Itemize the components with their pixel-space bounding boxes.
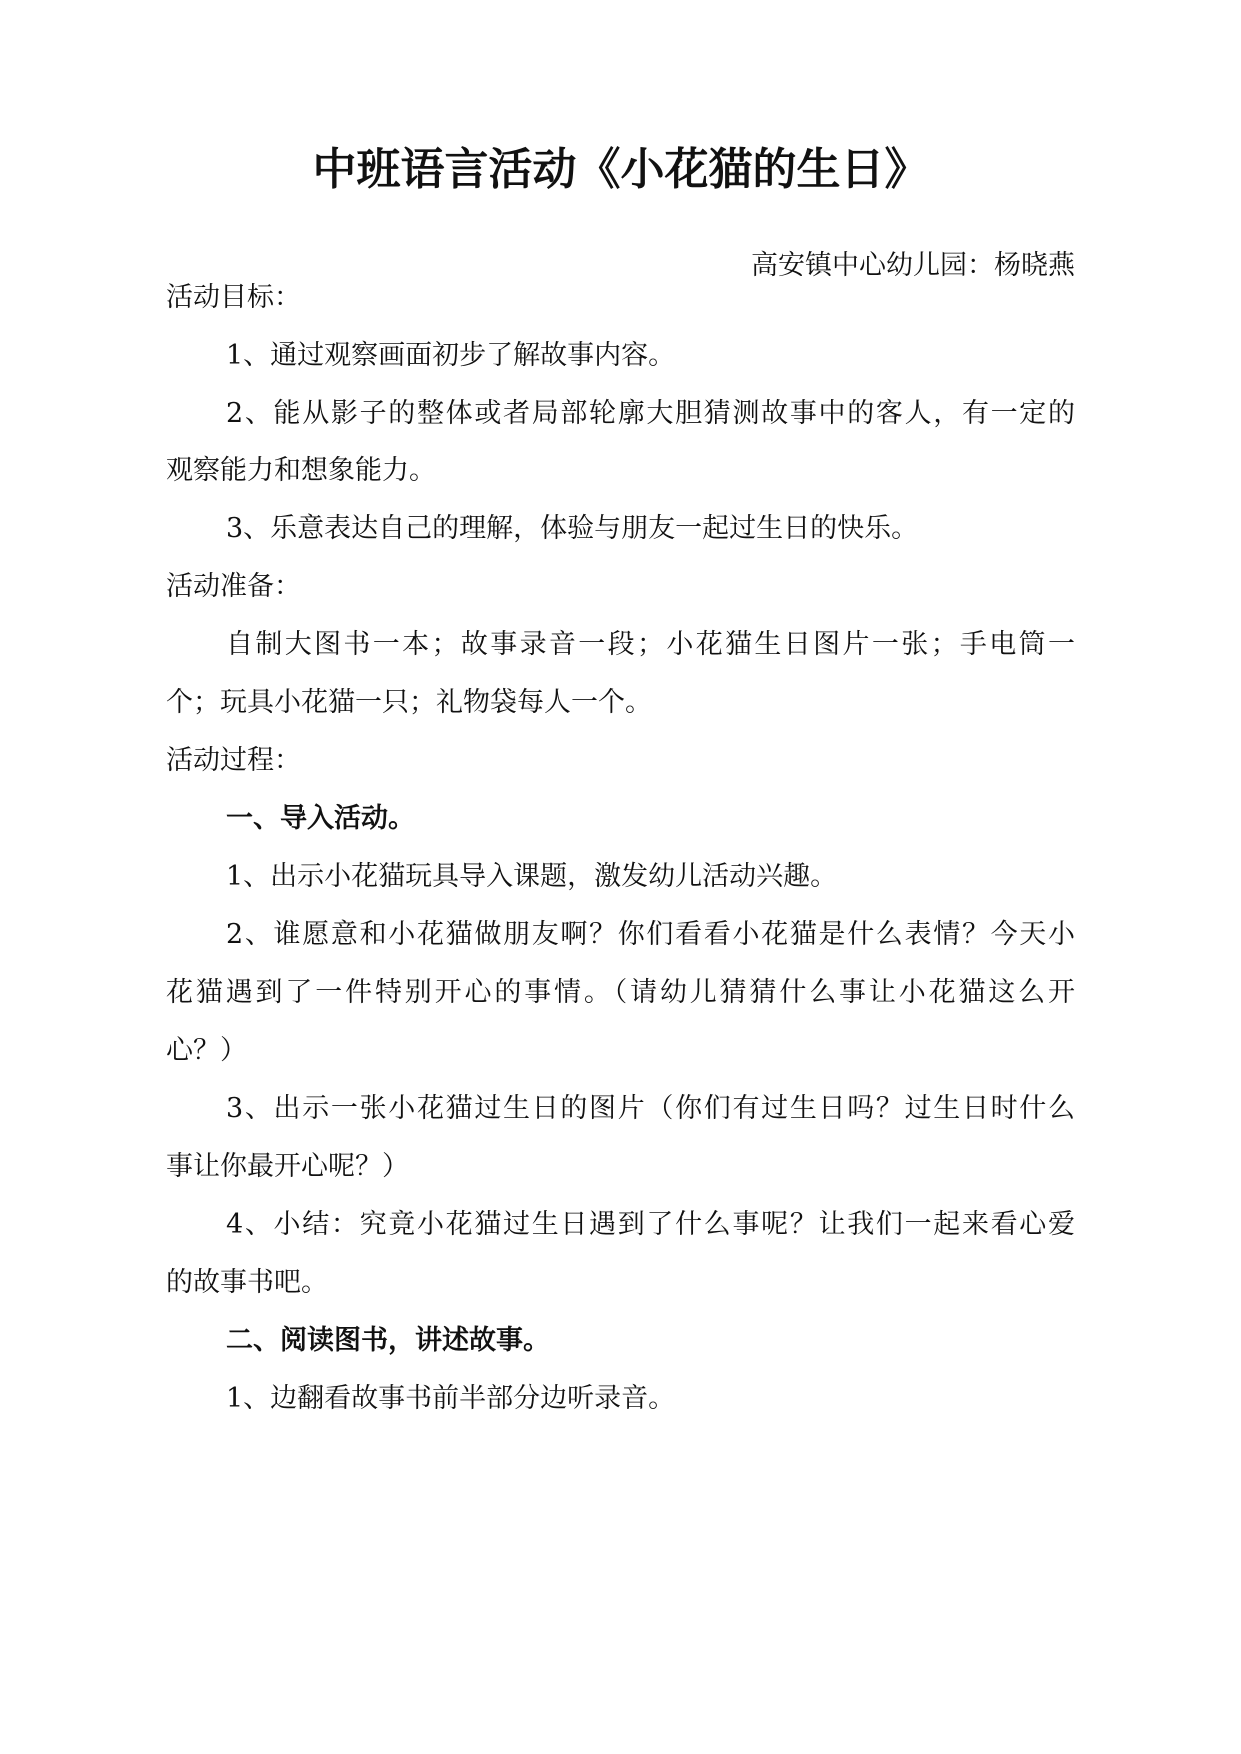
document-title: 中班语言活动《小花猫的生日》 — [312, 144, 929, 195]
process-item-4-cont: 的故事书吧。 — [166, 1267, 328, 1298]
goal-item-2-cont: 观察能力和想象能力。 — [166, 455, 436, 486]
process-item-1: 1、出示小花猫玩具导入课题，激发幼儿活动兴趣。 — [226, 861, 838, 892]
goal-item-1: 1、通过观察画面初步了解故事内容。 — [226, 340, 676, 371]
goal-item-3: 3、乐意表达自己的理解，体验与朋友一起过生日的快乐。 — [226, 513, 919, 544]
process-item-4: 4、小结：究竟小花猫过生日遇到了什么事呢？让我们一起来看心爱 — [226, 1209, 1075, 1240]
section-heading-goals: 活动目标： — [166, 282, 301, 313]
section-heading-preparation: 活动准备： — [166, 571, 301, 602]
process-step2-item-1: 1、边翻看故事书前半部分边听录音。 — [226, 1383, 676, 1414]
author-line: 高安镇中心幼儿园：杨晓燕 — [751, 250, 1075, 281]
process-item-3-cont: 事让你最开心呢？） — [166, 1151, 409, 1182]
process-item-2-cont-2: 心？） — [166, 1035, 247, 1066]
goal-item-2: 2、能从影子的整体或者局部轮廓大胆猜测故事中的客人，有一定的 — [226, 398, 1075, 429]
process-step-heading-2: 二、阅读图书，讲述故事。 — [226, 1325, 550, 1356]
process-step-heading-1: 一、导入活动。 — [226, 803, 415, 834]
preparation-text-cont: 个；玩具小花猫一只；礼物袋每人一个。 — [166, 687, 652, 718]
preparation-text: 自制大图书一本；故事录音一段；小花猫生日图片一张；手电筒一 — [226, 629, 1075, 660]
section-heading-process: 活动过程： — [166, 745, 301, 776]
process-item-2-cont: 花猫遇到了一件特别开心的事情。（请幼儿猜猜什么事让小花猫这么开 — [166, 977, 1075, 1008]
process-item-3: 3、出示一张小花猫过生日的图片（你们有过生日吗？过生日时什么 — [226, 1093, 1075, 1124]
process-item-2: 2、谁愿意和小花猫做朋友啊？你们看看小花猫是什么表情？今天小 — [226, 919, 1075, 950]
